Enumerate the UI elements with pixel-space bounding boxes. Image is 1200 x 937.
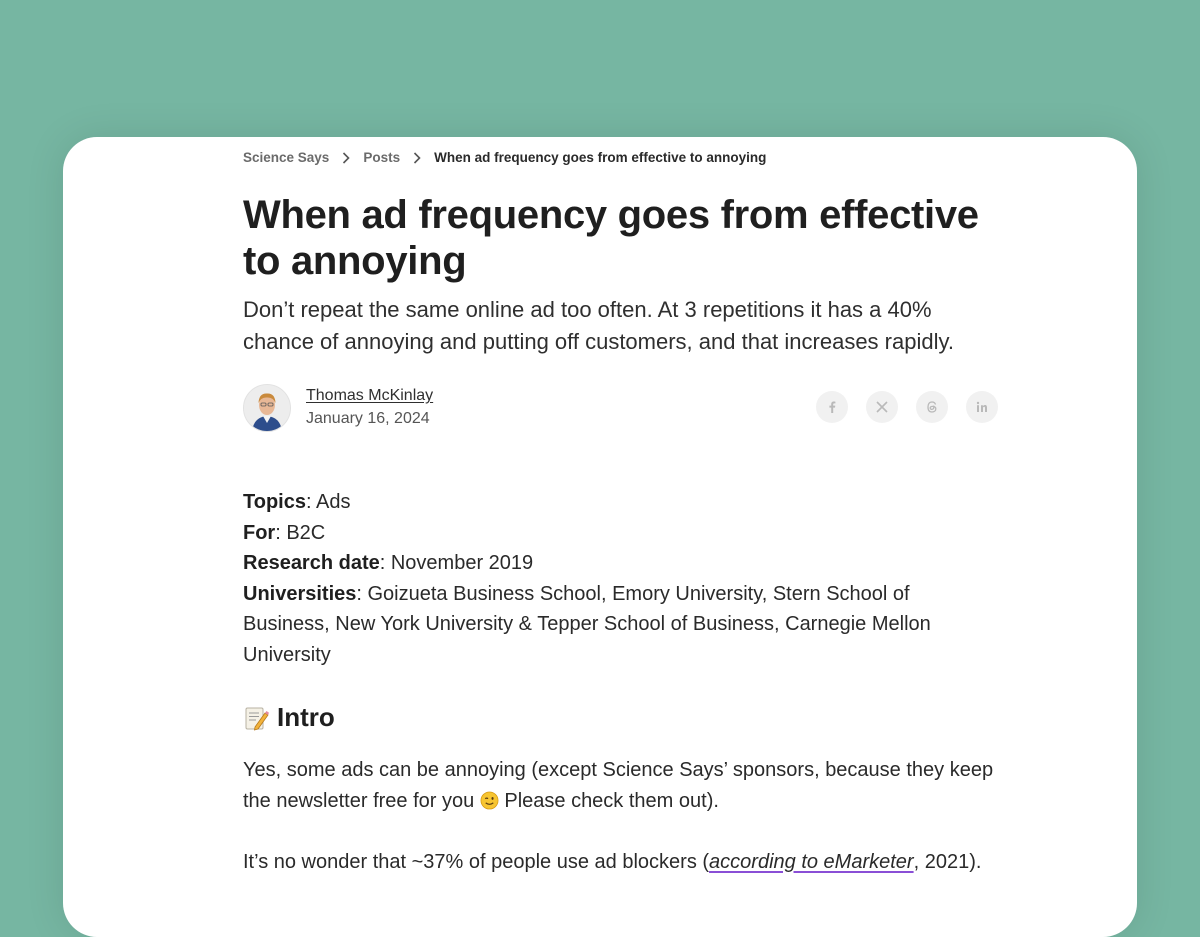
- article-meta: [243, 487, 983, 670]
- breadcrumb-science-says[interactable]: Science Says: [243, 150, 330, 165]
- threads-icon: [925, 400, 939, 414]
- breadcrumb: [243, 150, 766, 165]
- meta-topics-value: : Ads: [305, 491, 351, 513]
- section-heading-text: Intro: [277, 702, 335, 732]
- emarketer-link[interactable]: according to eMarketer: [709, 851, 914, 873]
- publish-date: January 16, 2024: [306, 410, 430, 427]
- linkedin-icon: [975, 400, 989, 414]
- intro-p2-text-after: , 2021).: [913, 851, 982, 873]
- meta-date-value: : November 2019: [379, 552, 534, 574]
- chevron-right-icon: [329, 152, 363, 164]
- chevron-right-icon: [400, 152, 434, 164]
- x-icon: [875, 400, 889, 414]
- winking-face-icon: [480, 791, 499, 810]
- meta-research-date: [243, 548, 983, 579]
- intro-paragraph-1: [243, 755, 1003, 816]
- intro-paragraph-2: [243, 847, 1003, 878]
- share-x-button[interactable]: [866, 391, 898, 423]
- page-subtitle: Don’t repeat the same online ad too often. At 3 repetitions it has a 40% chance of annoying and putting off customers, and that increases rapidly.: [243, 297, 954, 354]
- intro-p1-text-after: Please check them out).: [498, 789, 719, 812]
- share-buttons: [816, 391, 998, 423]
- author-name-link[interactable]: Thomas McKinlay: [306, 387, 434, 404]
- intro-p2-text-before: It’s no wonder that ~37% of people use ad blockers (: [243, 851, 710, 873]
- memo-icon: [243, 705, 269, 731]
- section-heading-intro: [243, 702, 335, 733]
- breadcrumb-posts[interactable]: Posts: [363, 150, 401, 165]
- meta-for: [243, 518, 983, 549]
- meta-for-value: : B2C: [275, 521, 326, 544]
- facebook-icon: [825, 400, 839, 414]
- breadcrumb-current: When ad frequency goes from effective to annoying: [434, 150, 767, 165]
- meta-uni-label: Universities: [243, 582, 357, 605]
- intro-p1-text-before: Yes, some ads can be annoying (except Science Says’ sponsors, because they keep the newsletter free for you: [243, 759, 994, 812]
- article-card: [63, 137, 1137, 937]
- share-threads-button[interactable]: [916, 391, 948, 423]
- meta-topics-label: Topics: [243, 491, 306, 513]
- avatar[interactable]: [243, 384, 291, 432]
- share-facebook-button[interactable]: [816, 391, 848, 423]
- meta-uni-value: : Goizueta Business School, Emory University, Stern School of Business, New York University & Tepper School of Business, Carnegie Mellon University: [243, 582, 931, 666]
- meta-date-label: Research date: [243, 552, 380, 574]
- meta-topics: [243, 487, 983, 518]
- page-title: When ad frequency goes from effective to annoying: [243, 193, 979, 283]
- meta-universities: [243, 579, 983, 671]
- meta-for-label: For: [243, 521, 276, 544]
- share-linkedin-button[interactable]: [966, 391, 998, 423]
- author-block: [243, 384, 998, 434]
